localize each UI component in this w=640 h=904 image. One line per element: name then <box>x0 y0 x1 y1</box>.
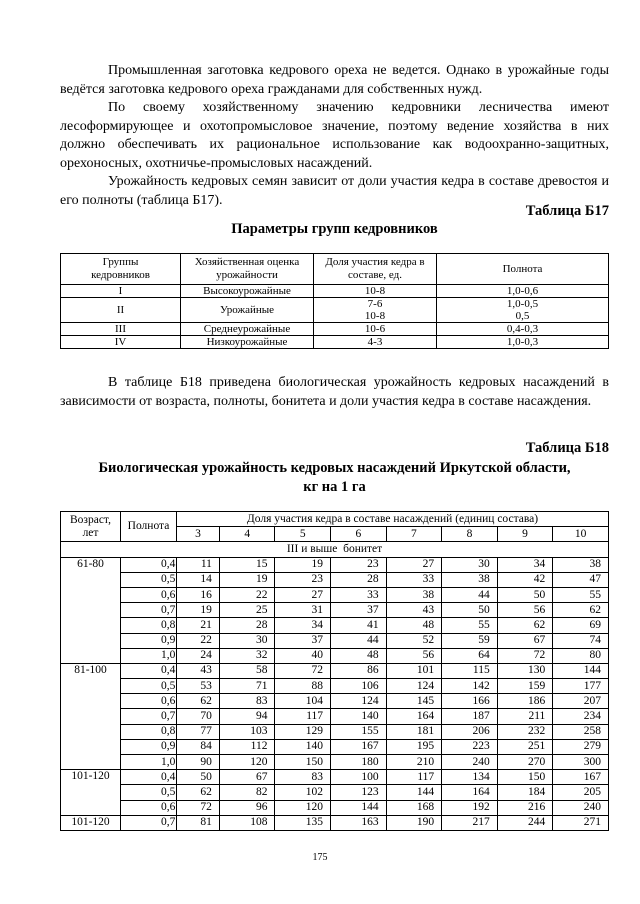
yield-cell: 21 <box>177 618 220 633</box>
yield-cell: 96 <box>219 800 275 815</box>
rating-cell: Высокоурожайные <box>181 285 314 298</box>
yield-cell: 81 <box>177 815 220 830</box>
yield-cell: 48 <box>386 618 442 633</box>
yield-cell: 140 <box>331 709 387 724</box>
yield-cell: 124 <box>386 679 442 694</box>
yield-cell: 102 <box>275 785 331 800</box>
yield-cell: 123 <box>331 785 387 800</box>
yield-cell: 120 <box>219 755 275 770</box>
yield-cell: 144 <box>386 785 442 800</box>
header-density: Полнота <box>121 512 177 542</box>
table-row <box>61 572 609 587</box>
table-row <box>61 298 609 323</box>
yield-cell: 40 <box>275 648 331 663</box>
yield-cell: 211 <box>497 709 553 724</box>
yield-cell: 251 <box>497 739 553 754</box>
yield-cell: 130 <box>497 663 553 678</box>
share-cell <box>314 298 437 323</box>
table-row <box>61 800 609 815</box>
share-column-header: 7 <box>386 527 442 542</box>
yield-cell: 33 <box>331 587 387 602</box>
table-row <box>61 336 609 349</box>
density-cell: 1,0 <box>121 755 177 770</box>
yield-cell: 240 <box>553 800 609 815</box>
yield-cell: 28 <box>219 618 275 633</box>
share-column-header: 3 <box>177 527 220 542</box>
yield-cell: 83 <box>219 694 275 709</box>
yield-cell: 50 <box>177 770 220 785</box>
share-column-header: 6 <box>331 527 387 542</box>
share-column-header: 4 <box>219 527 275 542</box>
density-cell: 0,6 <box>121 800 177 815</box>
bonitet-label: III и выше бонитет <box>61 542 609 557</box>
yield-cell: 159 <box>497 679 553 694</box>
yield-cell: 270 <box>497 755 553 770</box>
yield-cell: 82 <box>219 785 275 800</box>
yield-cell: 187 <box>442 709 498 724</box>
yield-cell: 42 <box>497 572 553 587</box>
yield-cell: 223 <box>442 739 498 754</box>
table-b18-title-line2: кг на 1 га <box>303 479 366 495</box>
share-cell: 10-6 <box>314 323 437 336</box>
header-share: Доля участия кедра в составе, ед. <box>314 254 437 285</box>
density-cell: 0,9 <box>121 739 177 754</box>
yield-cell: 232 <box>497 724 553 739</box>
yield-cell: 195 <box>386 739 442 754</box>
share-column-header: 5 <box>275 527 331 542</box>
yield-cell: 58 <box>219 663 275 678</box>
yield-cell: 16 <box>177 587 220 602</box>
paragraph-2: По своему хозяйственному значению кедровники лесничества имеют лесоформирующее и охотопромысловое значение, поэтому ведение хозяйства в них должно обеспечивать их рациональное использование как водоохранно-защитных, орехоносных, охотничье-промысловых насаждений. <box>60 100 609 171</box>
table-row <box>61 815 609 830</box>
yield-cell: 59 <box>442 633 498 648</box>
yield-cell: 83 <box>275 770 331 785</box>
yield-cell: 62 <box>177 785 220 800</box>
share-column-header: 10 <box>553 527 609 542</box>
table-b18 <box>60 511 609 831</box>
density-cell: 0,4-0,3 <box>437 323 609 336</box>
yield-cell: 234 <box>553 709 609 724</box>
yield-cell: 38 <box>553 557 609 572</box>
yield-cell: 190 <box>386 815 442 830</box>
yield-cell: 37 <box>331 603 387 618</box>
yield-cell: 15 <box>219 557 275 572</box>
rating-cell: Низкоурожайные <box>181 336 314 349</box>
yield-cell: 192 <box>442 800 498 815</box>
density-cell: 1,0-0,6 <box>437 285 609 298</box>
table-b17-label: Таблица Б17 <box>525 203 609 219</box>
yield-cell: 164 <box>442 785 498 800</box>
yield-cell: 56 <box>497 603 553 618</box>
yield-cell: 47 <box>553 572 609 587</box>
yield-cell: 52 <box>386 633 442 648</box>
yield-cell: 205 <box>553 785 609 800</box>
yield-cell: 186 <box>497 694 553 709</box>
table-b18-title-line1: Биологическая урожайность кедровых насаждений Иркутской области, <box>98 460 571 476</box>
yield-cell: 210 <box>386 755 442 770</box>
group-cell: III <box>61 323 181 336</box>
share-column-header: 8 <box>442 527 498 542</box>
density-cell: 1,0 <box>121 648 177 663</box>
yield-cell: 207 <box>553 694 609 709</box>
header-groups: Группы кедровников <box>61 254 181 285</box>
yield-cell: 23 <box>331 557 387 572</box>
density-cell: 0,8 <box>121 724 177 739</box>
table-row <box>61 648 609 663</box>
yield-cell: 67 <box>497 633 553 648</box>
yield-cell: 145 <box>386 694 442 709</box>
density-cell <box>437 298 609 323</box>
yield-cell: 117 <box>275 709 331 724</box>
yield-cell: 43 <box>177 663 220 678</box>
table-b17-header-row <box>61 254 609 285</box>
yield-cell: 144 <box>331 800 387 815</box>
group-cell: I <box>61 285 181 298</box>
yield-cell: 19 <box>219 572 275 587</box>
header-share: Доля участия кедра в составе насаждений (единиц состава) <box>177 512 609 527</box>
yield-cell: 100 <box>331 770 387 785</box>
table-b17-title: Параметры групп кедровников <box>231 221 438 237</box>
yield-cell: 74 <box>553 633 609 648</box>
group-cell: II <box>61 298 181 323</box>
yield-cell: 55 <box>553 587 609 602</box>
yield-cell: 31 <box>275 603 331 618</box>
yield-cell: 150 <box>497 770 553 785</box>
yield-cell: 167 <box>553 770 609 785</box>
header-age: Возраст, лет <box>61 512 121 542</box>
yield-cell: 33 <box>386 572 442 587</box>
yield-cell: 55 <box>442 618 498 633</box>
yield-cell: 30 <box>219 633 275 648</box>
yield-cell: 180 <box>331 755 387 770</box>
share-column-header: 9 <box>497 527 553 542</box>
table-row <box>61 739 609 754</box>
header-rating: Хозяйственная оценка урожайности <box>181 254 314 285</box>
yield-cell: 70 <box>177 709 220 724</box>
yield-cell: 258 <box>553 724 609 739</box>
yield-cell: 32 <box>219 648 275 663</box>
table-row <box>61 724 609 739</box>
yield-cell: 38 <box>386 587 442 602</box>
yield-cell: 69 <box>553 618 609 633</box>
yield-cell: 19 <box>177 603 220 618</box>
table-b18-body <box>61 557 609 830</box>
share-cell: 10-8 <box>314 285 437 298</box>
yield-cell: 166 <box>442 694 498 709</box>
yield-cell: 27 <box>386 557 442 572</box>
yield-cell: 28 <box>331 572 387 587</box>
yield-cell: 50 <box>442 603 498 618</box>
age-cell: 101-120 <box>61 770 121 816</box>
yield-cell: 115 <box>442 663 498 678</box>
yield-cell: 134 <box>442 770 498 785</box>
density-cell: 0,7 <box>121 709 177 724</box>
yield-cell: 103 <box>219 724 275 739</box>
rating-cell: Среднеурожайные <box>181 323 314 336</box>
header-density: Полнота <box>437 254 609 285</box>
yield-cell: 41 <box>331 618 387 633</box>
yield-cell: 108 <box>219 815 275 830</box>
table-row <box>61 587 609 602</box>
yield-cell: 164 <box>386 709 442 724</box>
yield-cell: 80 <box>553 648 609 663</box>
yield-cell: 53 <box>177 679 220 694</box>
yield-cell: 106 <box>331 679 387 694</box>
yield-cell: 38 <box>442 572 498 587</box>
yield-cell: 216 <box>497 800 553 815</box>
yield-cell: 163 <box>331 815 387 830</box>
density-cell: 0,5 <box>121 785 177 800</box>
yield-cell: 62 <box>553 603 609 618</box>
yield-cell: 34 <box>275 618 331 633</box>
table-b18-label: Таблица Б18 <box>525 440 609 456</box>
table-row <box>61 285 609 298</box>
yield-cell: 94 <box>219 709 275 724</box>
yield-cell: 22 <box>219 587 275 602</box>
table-row <box>61 694 609 709</box>
density-cell: 0,8 <box>121 618 177 633</box>
yield-cell: 24 <box>177 648 220 663</box>
density-cell: 0,6 <box>121 587 177 602</box>
yield-cell: 135 <box>275 815 331 830</box>
density-cell: 0,7 <box>121 603 177 618</box>
share-cell: 4-3 <box>314 336 437 349</box>
yield-cell: 67 <box>219 770 275 785</box>
share-value: 7-6 <box>367 298 383 310</box>
age-cell: 81-100 <box>61 663 121 769</box>
yield-cell: 23 <box>275 572 331 587</box>
yield-cell: 88 <box>275 679 331 694</box>
share-value: 10-8 <box>364 310 386 322</box>
yield-cell: 77 <box>177 724 220 739</box>
rating-cell: Урожайные <box>181 298 314 323</box>
page-number: 175 <box>312 852 328 863</box>
density-value: 0,5 <box>515 310 530 322</box>
table-row <box>61 770 609 785</box>
yield-cell: 43 <box>386 603 442 618</box>
group-cell: IV <box>61 336 181 349</box>
age-cell: 61-80 <box>61 557 121 663</box>
yield-cell: 11 <box>177 557 220 572</box>
yield-cell: 56 <box>386 648 442 663</box>
yield-cell: 144 <box>553 663 609 678</box>
yield-cell: 50 <box>497 587 553 602</box>
yield-cell: 129 <box>275 724 331 739</box>
yield-cell: 30 <box>442 557 498 572</box>
density-cell: 0,7 <box>121 815 177 830</box>
yield-cell: 48 <box>331 648 387 663</box>
yield-cell: 168 <box>386 800 442 815</box>
yield-cell: 72 <box>497 648 553 663</box>
yield-cell: 62 <box>497 618 553 633</box>
table-row <box>61 323 609 336</box>
density-cell: 0,4 <box>121 770 177 785</box>
yield-cell: 150 <box>275 755 331 770</box>
table-row <box>61 633 609 648</box>
yield-cell: 184 <box>497 785 553 800</box>
yield-cell: 71 <box>219 679 275 694</box>
yield-cell: 117 <box>386 770 442 785</box>
density-cell: 0,5 <box>121 572 177 587</box>
yield-cell: 167 <box>331 739 387 754</box>
table-row <box>61 557 609 572</box>
density-cell: 0,9 <box>121 633 177 648</box>
yield-cell: 37 <box>275 633 331 648</box>
yield-cell: 44 <box>331 633 387 648</box>
yield-cell: 112 <box>219 739 275 754</box>
table-row <box>61 679 609 694</box>
yield-cell: 101 <box>386 663 442 678</box>
yield-cell: 124 <box>331 694 387 709</box>
yield-cell: 271 <box>553 815 609 830</box>
density-cell: 0,4 <box>121 557 177 572</box>
yield-cell: 64 <box>442 648 498 663</box>
density-cell: 0,5 <box>121 679 177 694</box>
yield-cell: 27 <box>275 587 331 602</box>
yield-cell: 177 <box>553 679 609 694</box>
yield-cell: 155 <box>331 724 387 739</box>
yield-cell: 206 <box>442 724 498 739</box>
age-cell: 101-120 <box>61 815 121 830</box>
yield-cell: 84 <box>177 739 220 754</box>
yield-cell: 72 <box>177 800 220 815</box>
density-cell: 1,0-0,3 <box>437 336 609 349</box>
table-b18-header-row-1 <box>61 512 609 527</box>
yield-cell: 34 <box>497 557 553 572</box>
paragraph-3: Урожайность кедровых семян зависит от доли участия кедра в составе древостоя и его полноты (таблица Б17). <box>60 174 609 208</box>
table-row <box>61 618 609 633</box>
density-value: 1,0-0,5 <box>506 298 539 310</box>
table-row <box>61 755 609 770</box>
density-cell: 0,6 <box>121 694 177 709</box>
table-row <box>61 603 609 618</box>
density-cell: 0,4 <box>121 663 177 678</box>
yield-cell: 86 <box>331 663 387 678</box>
yield-cell: 22 <box>177 633 220 648</box>
yield-cell: 62 <box>177 694 220 709</box>
table-row <box>61 663 609 678</box>
yield-cell: 25 <box>219 603 275 618</box>
yield-cell: 140 <box>275 739 331 754</box>
yield-cell: 142 <box>442 679 498 694</box>
paragraph-1: Промышленная заготовка кедрового ореха не ведется. Однако в урожайные годы ведётся заготовка кедрового ореха гражданами для собственных нужд. <box>60 63 609 97</box>
yield-cell: 217 <box>442 815 498 830</box>
yield-cell: 279 <box>553 739 609 754</box>
yield-cell: 240 <box>442 755 498 770</box>
yield-cell: 181 <box>386 724 442 739</box>
yield-cell: 72 <box>275 663 331 678</box>
yield-cell: 244 <box>497 815 553 830</box>
yield-cell: 44 <box>442 587 498 602</box>
yield-cell: 120 <box>275 800 331 815</box>
yield-cell: 104 <box>275 694 331 709</box>
yield-cell: 19 <box>275 557 331 572</box>
table-row <box>61 785 609 800</box>
table-b17 <box>60 253 609 349</box>
bonitet-row <box>61 542 609 557</box>
yield-cell: 90 <box>177 755 220 770</box>
paragraph-b18: В таблице Б18 приведена биологическая урожайность кедровых насаждений в зависимости от возраста, полноты, бонитета и доли участия кедра в составе насаждения. <box>60 375 609 409</box>
table-row <box>61 709 609 724</box>
yield-cell: 14 <box>177 572 220 587</box>
yield-cell: 300 <box>553 755 609 770</box>
